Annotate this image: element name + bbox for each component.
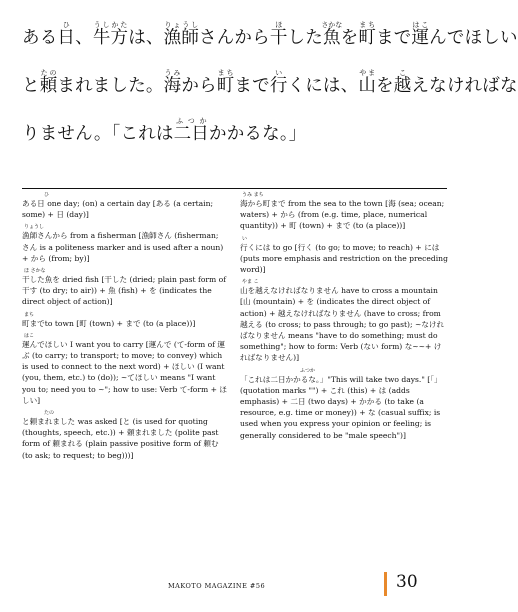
story-line-3: りません。「これは二日ふつかかかるな。」 xyxy=(22,117,307,144)
story-line-2: と頼たのまれました。海うみから町まちまで行いくには、山やまを越こえなければな xyxy=(22,69,518,96)
page-footer xyxy=(0,572,467,608)
accent-bar xyxy=(384,572,387,596)
glossary-entry: ふつか 「これは二日かかるな。」"This will take two days." [「」(quotation marks "") + これ (this) + は (adds emphasis) + 二日 (two days) + かかる (to take (a resource, e.g. time or money)) + な (casual suffix; is used when you express your opinion or feeling; is generally considered to be "male speech")] xyxy=(240,367,442,440)
magazine-name: MAKOTO MAGAZINE #56 xyxy=(168,582,266,590)
glossary-entry: ひ ある日 one day; (on) a certain day [ある (a certain; some) + 日 (day)] xyxy=(22,192,214,220)
page-number: 30 xyxy=(396,572,418,592)
glossary-entry: ほ さかな 干した魚を dried fish [干した (dried; plain past form of 干す (to dry; to air)) + 魚 (fish) + を (indicates the direct object of action)] xyxy=(22,268,227,307)
ruby-hi: 日ひ xyxy=(57,21,76,48)
story-text xyxy=(22,14,518,158)
glossary-right-column xyxy=(240,192,448,445)
glossary-entry: うみ まち 海から町まで from the sea to the town [海 (sea; ocean; waters) + から (from (e.g. time, place, numerical quantity)) + 町 (town) + まで (to (a place))] xyxy=(240,192,445,231)
glossary-entry: りょうし 漁師さんから from a fisherman [漁師さん (fisherman; さん is a politeness marker and is used after a noun) + から (from; by)] xyxy=(22,224,224,263)
glossary-entry: はこ 運んでほしい I want you to carry [運んで (て-form of 運ぶ (to carry; to transport; to move; to convey) which is used to connect to the next word) + ほしい (I want (you, them, etc.) to (do)); ~てほしい means "I want you to; need you to ~"; how to use: Verb て-form + ほしい] xyxy=(22,332,227,405)
section-divider xyxy=(22,188,447,189)
story-line-1: ある日ひ、牛方うしかたは、漁師りょうしさんから干ほした魚さかなを町まちまで運はこんでほしい xyxy=(22,21,518,48)
glossary-entry: やま こ 山を越えなければなりません have to cross a mountain [山 (mountain) + を (indicates the direct object of action) + 越えなければなりません (have to cross; from 越える (to cross; to pass through; to go past); ~なければなりません means "have to do something; must do something"; how to form: Verb (ない form) な~~+ ければなりません)] xyxy=(240,279,445,363)
glossary-left-column xyxy=(22,192,228,465)
glossary-entry: たの と頼まれました was asked [と (is used for quoting (thoughts, speech, etc.)) + 頼まれました (polite past form of 頼まれる (plain passive positive form of 頼む (to ask; to request; to beg)))] xyxy=(22,410,219,460)
glossary-entry: まち 町までto town [町 (town) + まで (to (a place))] xyxy=(22,311,196,328)
glossary-entry: い 行くには to go [行く (to go; to move; to reach) + には (puts more emphasis and restriction on the preceding word)] xyxy=(240,235,448,275)
